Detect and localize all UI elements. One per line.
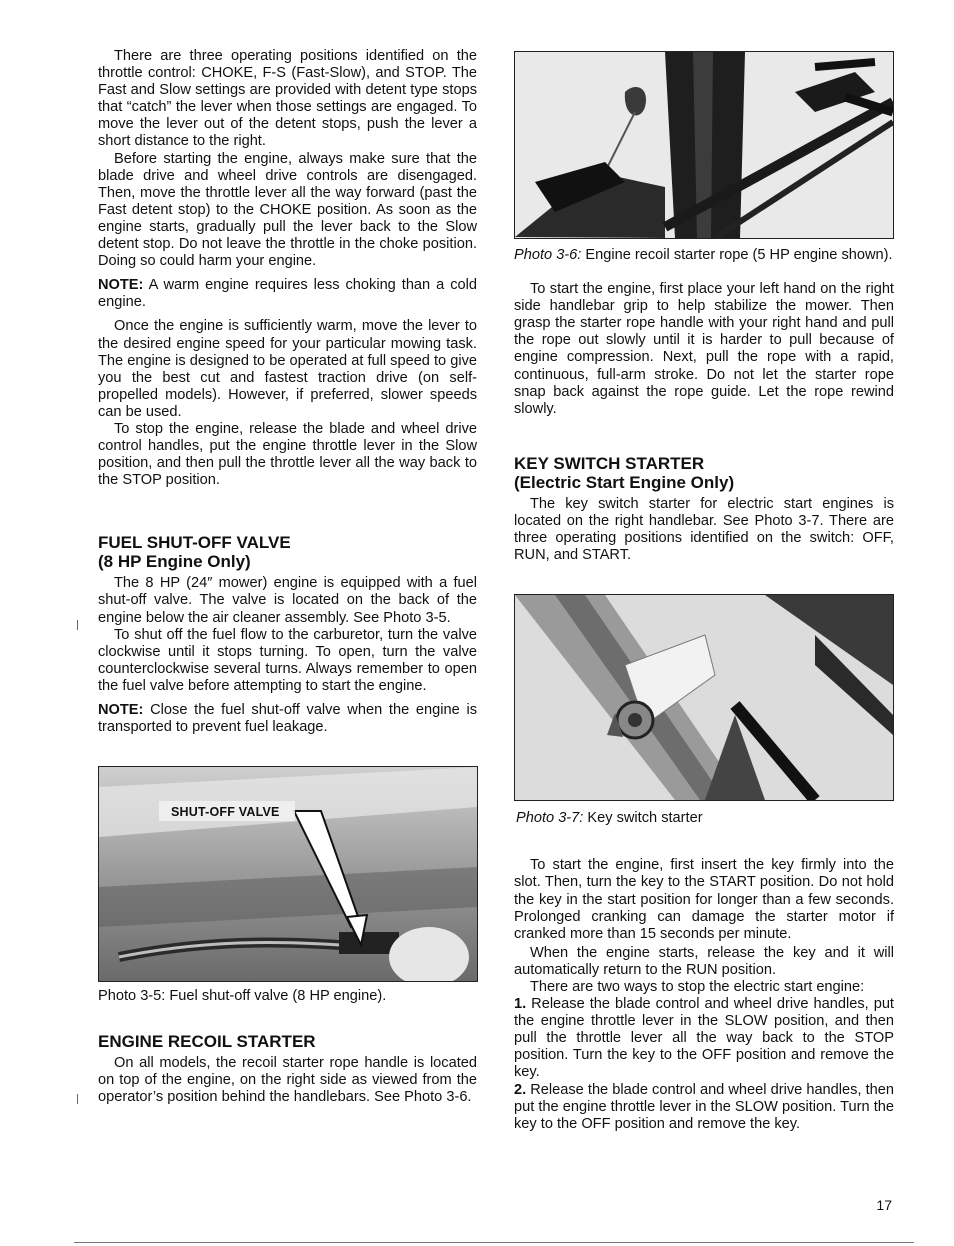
start-engine-recoil-paragraph: To start the engine, first place your left hand on the right side handlebar grip to help stabilize the mower. Then grasp the starter rope handle with your right hand and pull the rope out slowly until it is harder to pull because of engine compression. Next, pull the rope with a rapid, continuous, full-arm stroke. Do not let the starter rope snap back against the rope guide. Let the rope rewind slowly.	[514, 281, 894, 417]
bottom-rule	[74, 1242, 914, 1243]
throttle-positions-paragraph: There are three operating positions identified on the throttle control: CHOKE, F-S (Fast-Slow), and STOP. The Fast and Slow settings are provided with detent type stops that “catch” the lever when those settings are engaged. To move the lever out of the detent stops, push the lever a short distance to the right.	[98, 48, 477, 150]
page-number: 17	[876, 1197, 892, 1213]
note-label: NOTE:	[98, 277, 144, 294]
step-text: Release the blade control and wheel drive handles, then put the engine throttle lever in the SLOW position. Turn the key to the OFF position and remove the key.	[514, 1081, 894, 1132]
step-number: 2.	[514, 1081, 527, 1098]
recoil-starter-photo-image	[515, 52, 893, 238]
caption-label: Photo 3-6:	[514, 247, 582, 263]
caption-label: Photo 3-7:	[516, 810, 584, 827]
photo-3-7-key-switch	[514, 594, 894, 801]
key-start-paragraph: To start the engine, first insert the key firmly into the slot. Then, turn the key to the START position. Do not hold the key in the start position for longer than a few seconds. Prolonged cranking can damage the starter motor if cranked more than 15 seconds per minute.	[514, 857, 894, 942]
choke-note	[98, 277, 477, 311]
caption-text: Engine recoil starter rope (5 HP engine shown).	[581, 247, 893, 263]
fuel-valve-note	[98, 702, 477, 736]
step-text: Release the blade control and wheel drive handles, put the engine throttle lever in the SLOW position, and then pull the throttle lever all the way back to the STOP position. Turn the key to the OFF position and remove the key.	[514, 996, 894, 1081]
stop-step-1	[514, 996, 894, 1081]
photo-3-5-fuel-valve	[98, 766, 478, 982]
stop-step-2	[514, 1082, 894, 1133]
margin-mark	[77, 620, 78, 630]
left-column	[98, 48, 477, 1107]
recoil-starter-paragraph: On all models, the recoil starter rope handle is located on top of the engine, on the right side as viewed from the operator’s position behind the handlebars. See Photo 3-6.	[98, 1055, 477, 1106]
key-switch-heading	[514, 454, 894, 492]
before-starting-paragraph: Before starting the engine, always make sure that the blade drive and wheel drive controls are disengaged. Then, move the throttle lever all the way forward (past the Fast detent stop) to the CHOKE position. As soon as the engine starts, gradually pull the lever back to the Slow detent stop. Do not leave the throttle in the choke position. Doing so could harm your engine.	[98, 150, 477, 270]
photo-3-5-caption: Photo 3-5: Fuel shut-off valve (8 HP engine).	[98, 988, 387, 1005]
caption-text: Key switch starter	[583, 810, 703, 827]
fuel-valve-heading	[98, 533, 477, 571]
key-switch-heading-line2: (Electric Start Engine Only)	[514, 472, 735, 492]
note-text: A warm engine requires less choking than a cold engine.	[98, 277, 477, 311]
fuel-valve-heading-line1: FUEL SHUT-OFF VALVE	[98, 533, 291, 553]
key-switch-heading-line1: KEY SWITCH STARTER	[514, 453, 705, 473]
key-switch-photo-image	[515, 595, 893, 800]
engine-warm-paragraph: Once the engine is sufficiently warm, move the lever to the desired engine speed for your particular mowing task. The engine is designed to be operated at full speed to give you the best cut and fastest traction drive (on self-propelled models). However, if preferred, slower speeds can be used.	[98, 318, 477, 420]
key-release-paragraph: When the engine starts, release the key and it will automatically return to the RUN position.	[514, 944, 894, 978]
fuel-valve-heading-line2: (8 HP Engine Only)	[98, 552, 251, 572]
margin-mark	[77, 1094, 78, 1104]
key-switch-location-paragraph: The key switch starter for electric start engines is located on the right handlebar. See Photo 3-7. There are three operating positions identified on the switch: OFF, RUN, and START.	[514, 495, 894, 564]
right-column	[514, 48, 894, 1133]
photo-3-6-caption	[514, 247, 894, 264]
fuel-valve-photo-image	[99, 767, 477, 981]
step-number: 1.	[514, 996, 527, 1013]
recoil-starter-heading: ENGINE RECOIL STARTER	[98, 1032, 316, 1052]
fuel-valve-location-paragraph: The 8 HP (24″ mower) engine is equipped with a fuel shut-off valve. The valve is located on the back of the engine below the air cleaner assembly. See Photo 3-5.	[98, 575, 477, 626]
photo-3-7-caption	[514, 810, 894, 827]
two-ways-paragraph: There are two ways to stop the electric start engine:	[530, 978, 865, 995]
note-label: NOTE:	[98, 702, 144, 718]
fuel-valve-operation-paragraph: To shut off the fuel flow to the carburetor, turn the valve clockwise until it stops turning. To open, turn the valve counterclockwise several turns. Always remember to open the fuel valve before attempting to start the engine.	[98, 626, 477, 694]
photo-3-6-recoil-starter	[514, 51, 894, 239]
shut-off-valve-label: SHUT-OFF VALVE	[171, 805, 280, 820]
stop-engine-paragraph: To stop the engine, release the blade and wheel drive control handles, put the engine throttle lever in the Slow position, and then pull the throttle lever all the way back to the STOP position.	[98, 420, 477, 489]
note-text: Close the fuel shut-off valve when the engine is transported to prevent fuel leakage.	[98, 702, 477, 736]
